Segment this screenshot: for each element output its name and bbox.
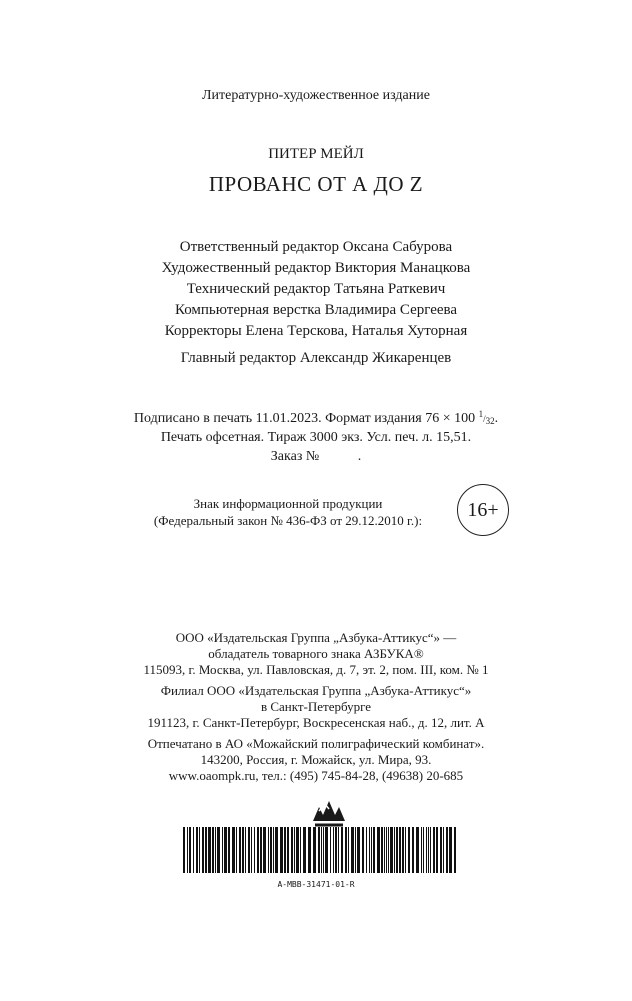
format-fraction-numerator: 1 bbox=[478, 409, 484, 419]
barcode-bar bbox=[183, 827, 185, 873]
barcode bbox=[183, 827, 457, 873]
barcode-bar bbox=[433, 827, 435, 873]
barcode-bar bbox=[371, 827, 372, 873]
print-info-text: Подписано в печать 11.01.2023. Формат издания 76 × 100 bbox=[133, 411, 476, 426]
barcode-bar bbox=[232, 827, 235, 873]
barcode-bar bbox=[396, 827, 398, 873]
barcode-bar bbox=[351, 827, 354, 873]
barcode-bar bbox=[449, 827, 452, 873]
fraction-slash: / bbox=[483, 414, 486, 424]
credit-line: Технический редактор Татьяна Раткевич bbox=[186, 281, 446, 297]
barcode-bar bbox=[341, 827, 343, 873]
barcode-bar bbox=[454, 827, 456, 873]
print-info-line-1 bbox=[0, 409, 632, 429]
barcode-bar bbox=[377, 827, 380, 873]
barcode-bar bbox=[386, 827, 387, 873]
format-fraction-denominator: 32 bbox=[485, 416, 495, 426]
barcode-bar bbox=[369, 827, 370, 873]
barcode-bar bbox=[446, 827, 448, 873]
barcode-bar bbox=[296, 827, 299, 873]
barcode-bar bbox=[308, 827, 311, 873]
barcode-bar bbox=[222, 827, 223, 873]
barcode-bar bbox=[193, 827, 194, 873]
chief-editor: Главный редактор Александр Жикаренцев bbox=[180, 350, 452, 366]
barcode-bar bbox=[294, 827, 295, 873]
barcode-bar bbox=[212, 827, 214, 873]
barcode-bar bbox=[412, 827, 414, 873]
barcode-bar bbox=[355, 827, 356, 873]
barcode-bar bbox=[199, 827, 200, 873]
barcode-bar bbox=[270, 827, 272, 873]
barcode-bar bbox=[196, 827, 198, 873]
barcode-bar bbox=[284, 827, 286, 873]
barcode-bar bbox=[323, 827, 324, 873]
barcode-bar bbox=[436, 827, 438, 873]
barcode-bar bbox=[275, 827, 278, 873]
barcode-bar bbox=[421, 827, 422, 873]
credit-line: Корректоры Елена Терскова, Наталья Хуторная bbox=[164, 323, 468, 339]
barcode-bar bbox=[428, 827, 429, 873]
barcode-bar bbox=[254, 827, 255, 873]
barcode-bar bbox=[263, 827, 266, 873]
barcode-bar bbox=[318, 827, 320, 873]
barcode-bar bbox=[251, 827, 252, 873]
barcode-bar bbox=[239, 827, 241, 873]
branch-address: 191123, г. Санкт-Петербург, Воскресенская наб., д. 12, лит. А bbox=[147, 715, 485, 730]
barcode-bar bbox=[330, 827, 331, 873]
barcode-bar bbox=[291, 827, 293, 873]
barcode-bar bbox=[202, 827, 204, 873]
barcode-bar bbox=[245, 827, 246, 873]
credit-line: Ответственный редактор Оксана Сабурова bbox=[179, 239, 453, 255]
barcode-bar bbox=[321, 827, 322, 873]
barcode-bar bbox=[443, 827, 444, 873]
barcode-bar bbox=[208, 827, 211, 873]
publisher-trademark: обладатель товарного знака АЗБУКА® bbox=[208, 646, 424, 661]
barcode-bar bbox=[362, 827, 364, 873]
barcode-bar bbox=[313, 827, 316, 873]
branch-city: в Санкт-Петербурге bbox=[260, 699, 372, 714]
branch-line: Филиал ООО «Издательская Группа „Азбука-Аттикус“» bbox=[160, 683, 472, 698]
barcode-bar bbox=[303, 827, 306, 873]
barcode-bar bbox=[416, 827, 419, 873]
age-rating-badge bbox=[457, 484, 509, 536]
printer-line: Отпечатано в АО «Можайский полиграфический комбинат». bbox=[147, 736, 485, 751]
barcode-bar bbox=[268, 827, 269, 873]
barcode-bar bbox=[189, 827, 191, 873]
barcode-bar bbox=[430, 827, 431, 873]
barcode-bar bbox=[405, 827, 406, 873]
publisher-address: 115093, г. Москва, ул. Павловская, д. 7, эт. 2, пом. III, ком. № 1 bbox=[143, 662, 489, 677]
barcode-bar bbox=[402, 827, 404, 873]
barcode-bar bbox=[366, 827, 367, 873]
credit-line: Компьютерная верстка Владимира Сергеева bbox=[174, 302, 458, 318]
barcode-bar bbox=[224, 827, 227, 873]
federal-law-label: (Федеральный закон № 436-ФЗ от 29.12.2010 г.): bbox=[153, 513, 423, 528]
barcode-bar bbox=[236, 827, 237, 873]
barcode-caption: А-МВВ-31471-01-R bbox=[277, 880, 355, 889]
age-rating-text: 16+ bbox=[467, 498, 499, 521]
printer-contacts: www.oaompk.ru, тел.: (495) 745-84-28, (49638) 20-685 bbox=[168, 768, 464, 783]
barcode-bar bbox=[248, 827, 250, 873]
barcode-bar bbox=[338, 827, 339, 873]
barcode-bar bbox=[215, 827, 216, 873]
printer-address: 143200, Россия, г. Можайск, ул. Мира, 93. bbox=[200, 752, 432, 767]
print-info-end: . bbox=[494, 411, 499, 426]
barcode-bar bbox=[242, 827, 244, 873]
barcode-bar bbox=[388, 827, 389, 873]
barcode-bar bbox=[217, 827, 220, 873]
barcode-bar bbox=[335, 827, 337, 873]
author-name: ПИТЕР МЕЙЛ bbox=[268, 146, 364, 162]
barcode-bar bbox=[394, 827, 395, 873]
print-info-line-2: Печать офсетная. Тираж 3000 экз. Усл. печ. л. 15,51. bbox=[160, 430, 472, 445]
barcode-bar bbox=[381, 827, 383, 873]
book-title: ПРОВАНС ОТ А ДО Z bbox=[208, 172, 424, 196]
barcode-bar bbox=[390, 827, 393, 873]
barcode-bar bbox=[333, 827, 334, 873]
barcode-bar bbox=[373, 827, 375, 873]
info-product-label: Знак информационной продукции bbox=[193, 496, 383, 511]
barcode-bar bbox=[423, 827, 424, 873]
barcode-bar bbox=[187, 827, 188, 873]
publisher-line: ООО «Издательская Группа „Азбука-Аттикус“» — bbox=[175, 630, 457, 645]
barcode-bar bbox=[205, 827, 207, 873]
barcode-bar bbox=[228, 827, 230, 873]
barcode-bar bbox=[260, 827, 262, 873]
barcode-bar bbox=[408, 827, 410, 873]
order-number: Заказ № . bbox=[270, 449, 362, 464]
barcode-bar bbox=[348, 827, 349, 873]
barcode-bar bbox=[257, 827, 259, 873]
barcode-bar bbox=[280, 827, 283, 873]
barcode-bar bbox=[357, 827, 360, 873]
barcode-bar bbox=[345, 827, 347, 873]
barcode-bar bbox=[384, 827, 385, 873]
credit-line: Художественный редактор Виктория Манацкова bbox=[161, 260, 471, 276]
barcode-bar bbox=[325, 827, 328, 873]
barcode-bar bbox=[273, 827, 274, 873]
publisher-logo-icon bbox=[309, 791, 349, 831]
edition-type: Литературно-художественное издание bbox=[202, 88, 430, 103]
barcode-bar bbox=[300, 827, 301, 873]
barcode-bar bbox=[399, 827, 401, 873]
barcode-bar bbox=[287, 827, 289, 873]
barcode-bar bbox=[440, 827, 442, 873]
barcode-bar bbox=[426, 827, 427, 873]
